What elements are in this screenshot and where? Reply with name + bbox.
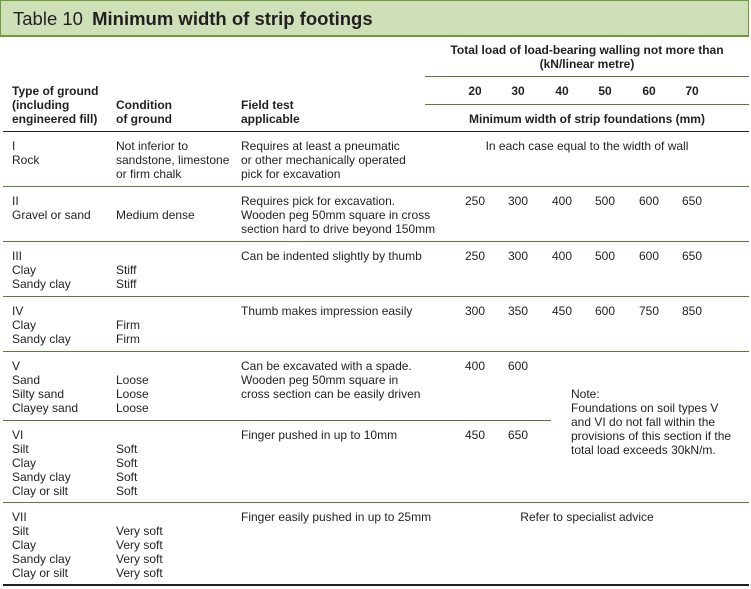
condition-header: Condition of ground — [116, 98, 172, 126]
row-2-value: 650 — [681, 194, 703, 208]
row-3-value: 600 — [638, 249, 660, 263]
row-3-value: 250 — [464, 249, 486, 263]
type-of-ground-header: Type of ground (including engineered fill) — [12, 84, 99, 126]
row-4-value: 300 — [464, 304, 486, 318]
table-bottom-rule — [3, 584, 749, 586]
row-7-test: Finger easily pushed in up to 25mm — [241, 510, 432, 524]
row-5-test: Can be excavated with a spade. Wooden peg 50mm square in cross section can be easily driven — [241, 359, 421, 401]
row-divider — [3, 351, 749, 352]
row-divider — [3, 296, 749, 297]
row-4-type: IV Clay Sandy clay — [12, 304, 71, 346]
row-7-condition: Very soft Very soft Very soft Very soft — [116, 524, 163, 580]
load-50-header: 50 — [598, 84, 612, 98]
row-6-type: VI Silt Clay Sandy clay Clay or silt — [12, 428, 71, 498]
load-20-header: 20 — [468, 84, 482, 98]
load-values-divider — [425, 104, 749, 105]
row-divider — [3, 186, 749, 187]
total-load-header: Total load of load-bearing walling not more than (kN/linear metre) — [450, 43, 724, 71]
row-4-value: 450 — [551, 304, 573, 318]
row-3-value: 500 — [594, 249, 616, 263]
row-5-type: V Sand Silty sand Clayey sand — [12, 359, 79, 415]
row-2-test: Requires pick for excavation. Wooden peg 50mm square in cross section hard to drive beyond 150mm — [241, 194, 436, 236]
row-2-value: 250 — [464, 194, 486, 208]
row-6-condition: Soft Soft Soft Soft — [116, 442, 138, 498]
row-2-value: 500 — [594, 194, 616, 208]
row-1-test: Requires at least a pneumatic or other mechanically operated pick for excavation — [241, 139, 406, 181]
row-2-value: 400 — [551, 194, 573, 208]
row-6-value: 650 — [507, 428, 529, 442]
row-6-value: 450 — [464, 428, 486, 442]
row-7-type: VII Silt Clay Sandy clay Clay or silt — [12, 510, 71, 580]
load-header-divider — [425, 76, 749, 77]
row-divider — [3, 241, 749, 242]
row-3-condition: Stiff Stiff — [116, 263, 137, 291]
table-title-bar — [0, 0, 749, 37]
row-3-value: 650 — [681, 249, 703, 263]
row-divider — [3, 420, 551, 421]
load-60-header: 60 — [642, 84, 656, 98]
row-1-note: In each case equal to the width of wall — [485, 139, 689, 153]
row-4-test: Thumb makes impression easily — [241, 304, 413, 318]
row-5-condition: Loose Loose Loose — [116, 373, 149, 415]
row-1-condition: Not inferior to sandstone, limestone or firm chalk — [116, 139, 230, 181]
footnote: Note: Foundations on soil types V and VI do not fall within the provisions of this section if the total load exceeds 30kN/m. — [571, 387, 732, 457]
table-heading: Minimum width of strip footings — [92, 8, 373, 29]
row-2-value: 600 — [638, 194, 660, 208]
row-7-note: Refer to specialist advice — [520, 510, 654, 524]
row-3-type: III Clay Sandy clay — [12, 249, 71, 291]
row-3-value: 300 — [507, 249, 529, 263]
table-title — [13, 8, 373, 30]
table-label: Table 10 — [13, 8, 83, 29]
load-40-header: 40 — [555, 84, 569, 98]
load-70-header: 70 — [685, 84, 699, 98]
row-2-value: 300 — [507, 194, 529, 208]
row-4-value: 600 — [594, 304, 616, 318]
load-30-header: 30 — [511, 84, 525, 98]
row-4-value: 750 — [638, 304, 660, 318]
field-test-header: Field test applicable — [241, 98, 300, 126]
row-5-value: 600 — [507, 359, 529, 373]
row-1-type: I Rock — [12, 139, 40, 167]
row-2-type: II Gravel or sand — [12, 194, 91, 222]
row-5-value: 400 — [464, 359, 486, 373]
row-6-test: Finger pushed in up to 10mm — [241, 428, 398, 442]
row-4-value: 850 — [681, 304, 703, 318]
row-3-value: 400 — [551, 249, 573, 263]
row-4-value: 350 — [507, 304, 529, 318]
min-width-header: Minimum width of strip foundations (mm) — [469, 112, 705, 126]
header-divider — [3, 131, 749, 132]
row-4-condition: Firm Firm — [116, 318, 140, 346]
row-3-test: Can be indented slightly by thumb — [241, 249, 422, 263]
row-2-condition: Medium dense — [116, 208, 195, 222]
row-divider — [3, 502, 749, 503]
